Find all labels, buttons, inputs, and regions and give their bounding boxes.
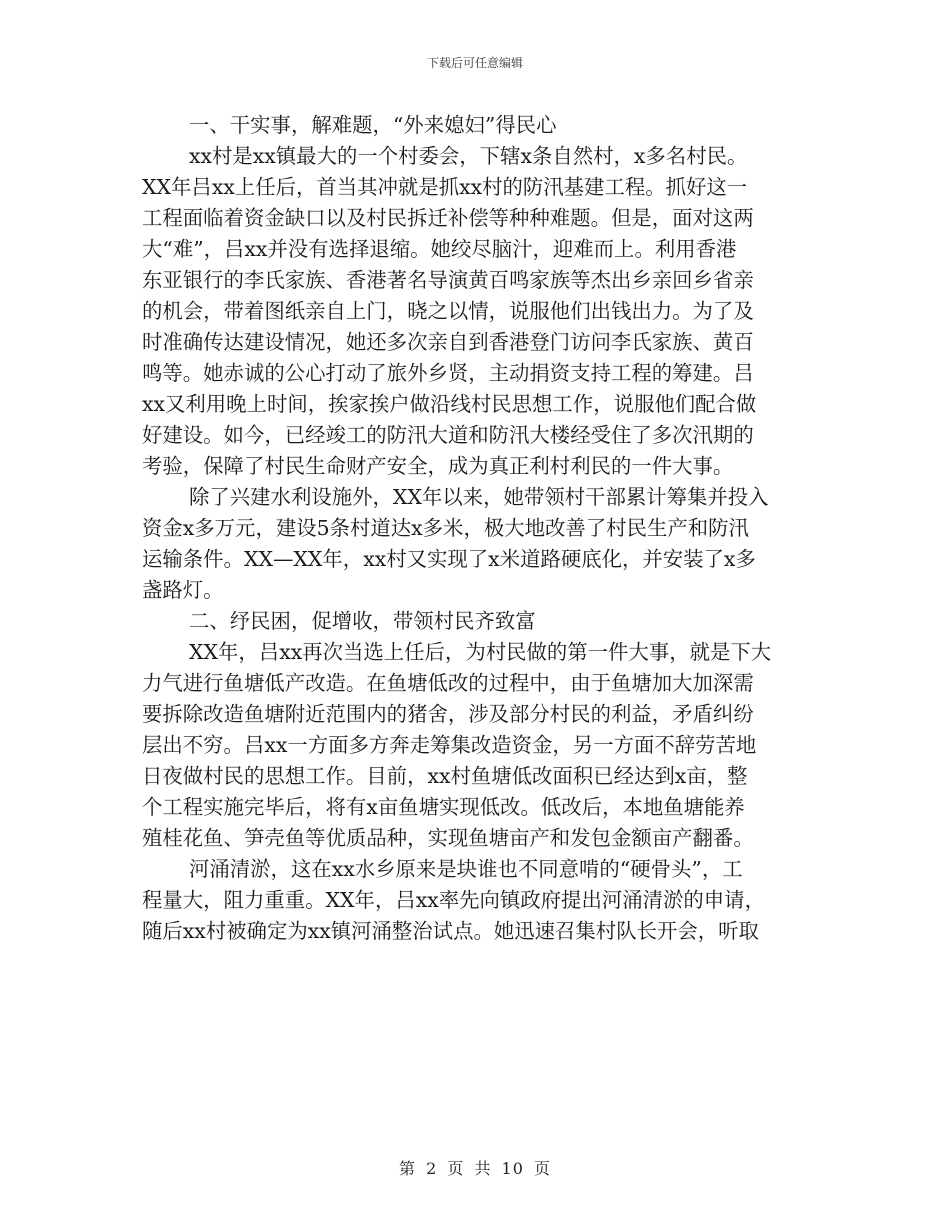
text-line: 二、纾民困，促增收，带领村民齐致富 [189,609,536,633]
text-line: 一、干实事，解难题，“外来媳妇”得民心 [189,113,557,137]
body-paragraph [142,141,810,482]
text-line: 力气进行鱼塘低产改造。在鱼塘低改的过程中，由于鱼塘加大加深需 [142,671,754,695]
text-line: 运输条件。XX—XX年，xx村又实现了x米道路硬底化，并安装了x多 [142,547,756,571]
text-line: 个工程实施完毕后，将有x亩鱼塘实现低改。低改后，本地鱼塘能养 [142,795,745,819]
text-line: 好建设。如今，已经竣工的防汛大道和防汛大楼经受住了多次汛期的 [142,423,754,447]
text-line: 随后xx村被确定为xx镇河涌整治试点。她迅速召集村队长开会，听取 [142,919,759,943]
section-heading [142,606,810,637]
text-line: 程量大，阻力重重。XX年，吕xx率先向镇政府提出河涌清淤的申请， [142,888,765,912]
text-line: XX年，吕xx再次当选上任后，为村民做的第一件大事，就是下大 [189,640,772,664]
text-line: 层出不穷。吕xx一方面多方奔走筹集改造资金，另一方面不辞劳苦地 [142,733,757,757]
text-line: 日夜做村民的思想工作。目前，xx村鱼塘低改面积已经达到x亩，整 [142,764,748,788]
text-line: 时准确传达建设情况，她还多次亲自到香港登门访问李氏家族、黄百 [142,330,754,354]
text-line: 大“难”，吕xx并没有选择退缩。她绞尽脑汁，迎难而上。利用香港 [142,237,737,261]
text-line: 工程面临着资金缺口以及村民拆迁补偿等种种难题。但是，面对这两 [142,206,754,230]
section-heading [142,110,810,141]
text-line: 河涌清淤，这在xx水乡原来是块谁也不同意啃的“硬骨头”，工 [189,857,743,881]
page-header-note: 下载后可任意编辑 [426,56,523,70]
text-line: XX年吕xx上任后，首当其冲就是抓xx村的防汛基建工程。抓好这一 [142,175,748,199]
text-line: 东亚银行的李氏家族、香港著名导演黄百鸣家族等杰出乡亲回乡省亲 [142,268,754,292]
text-line: 考验，保障了村民生命财产安全，成为真正利村利民的一件大事。 [142,454,734,478]
body-paragraph [142,637,810,854]
text-line: 资金x多万元，建设5条村道达x多米，极大地改善了村民生产和防汛 [142,516,749,540]
text-line: 除了兴建水利设施外，XX年以来，她带领村干部累计筹集并投入 [189,485,769,509]
text-line: 要拆除改造鱼塘附近范围内的猪舍，涉及部分村民的利益，矛盾纠纷 [142,702,754,726]
text-line: 殖桂花鱼、笋壳鱼等优质品种，实现鱼塘亩产和发包金额亩产翻番。 [142,826,754,850]
body-paragraph [142,854,810,947]
text-line: xx村是xx镇最大的一个村委会，下辖x条自然村，x多名村民。 [189,144,748,168]
document-body [142,110,810,947]
text-line: 盏路灯。 [142,578,224,602]
text-line: xx又利用晚上时间，挨家挨户做沿线村民思想工作，说服他们配合做 [142,392,757,416]
body-paragraph [142,482,810,606]
page-number-footer: 第 2 页 共 10 页 [399,1159,551,1178]
text-line: 鸣等。她赤诚的公心打动了旅外乡贤，主动捐资支持工程的筹建。吕 [142,361,754,385]
text-line: 的机会，带着图纸亲自上门，晓之以情，说服他们出钱出力。为了及 [142,299,754,323]
